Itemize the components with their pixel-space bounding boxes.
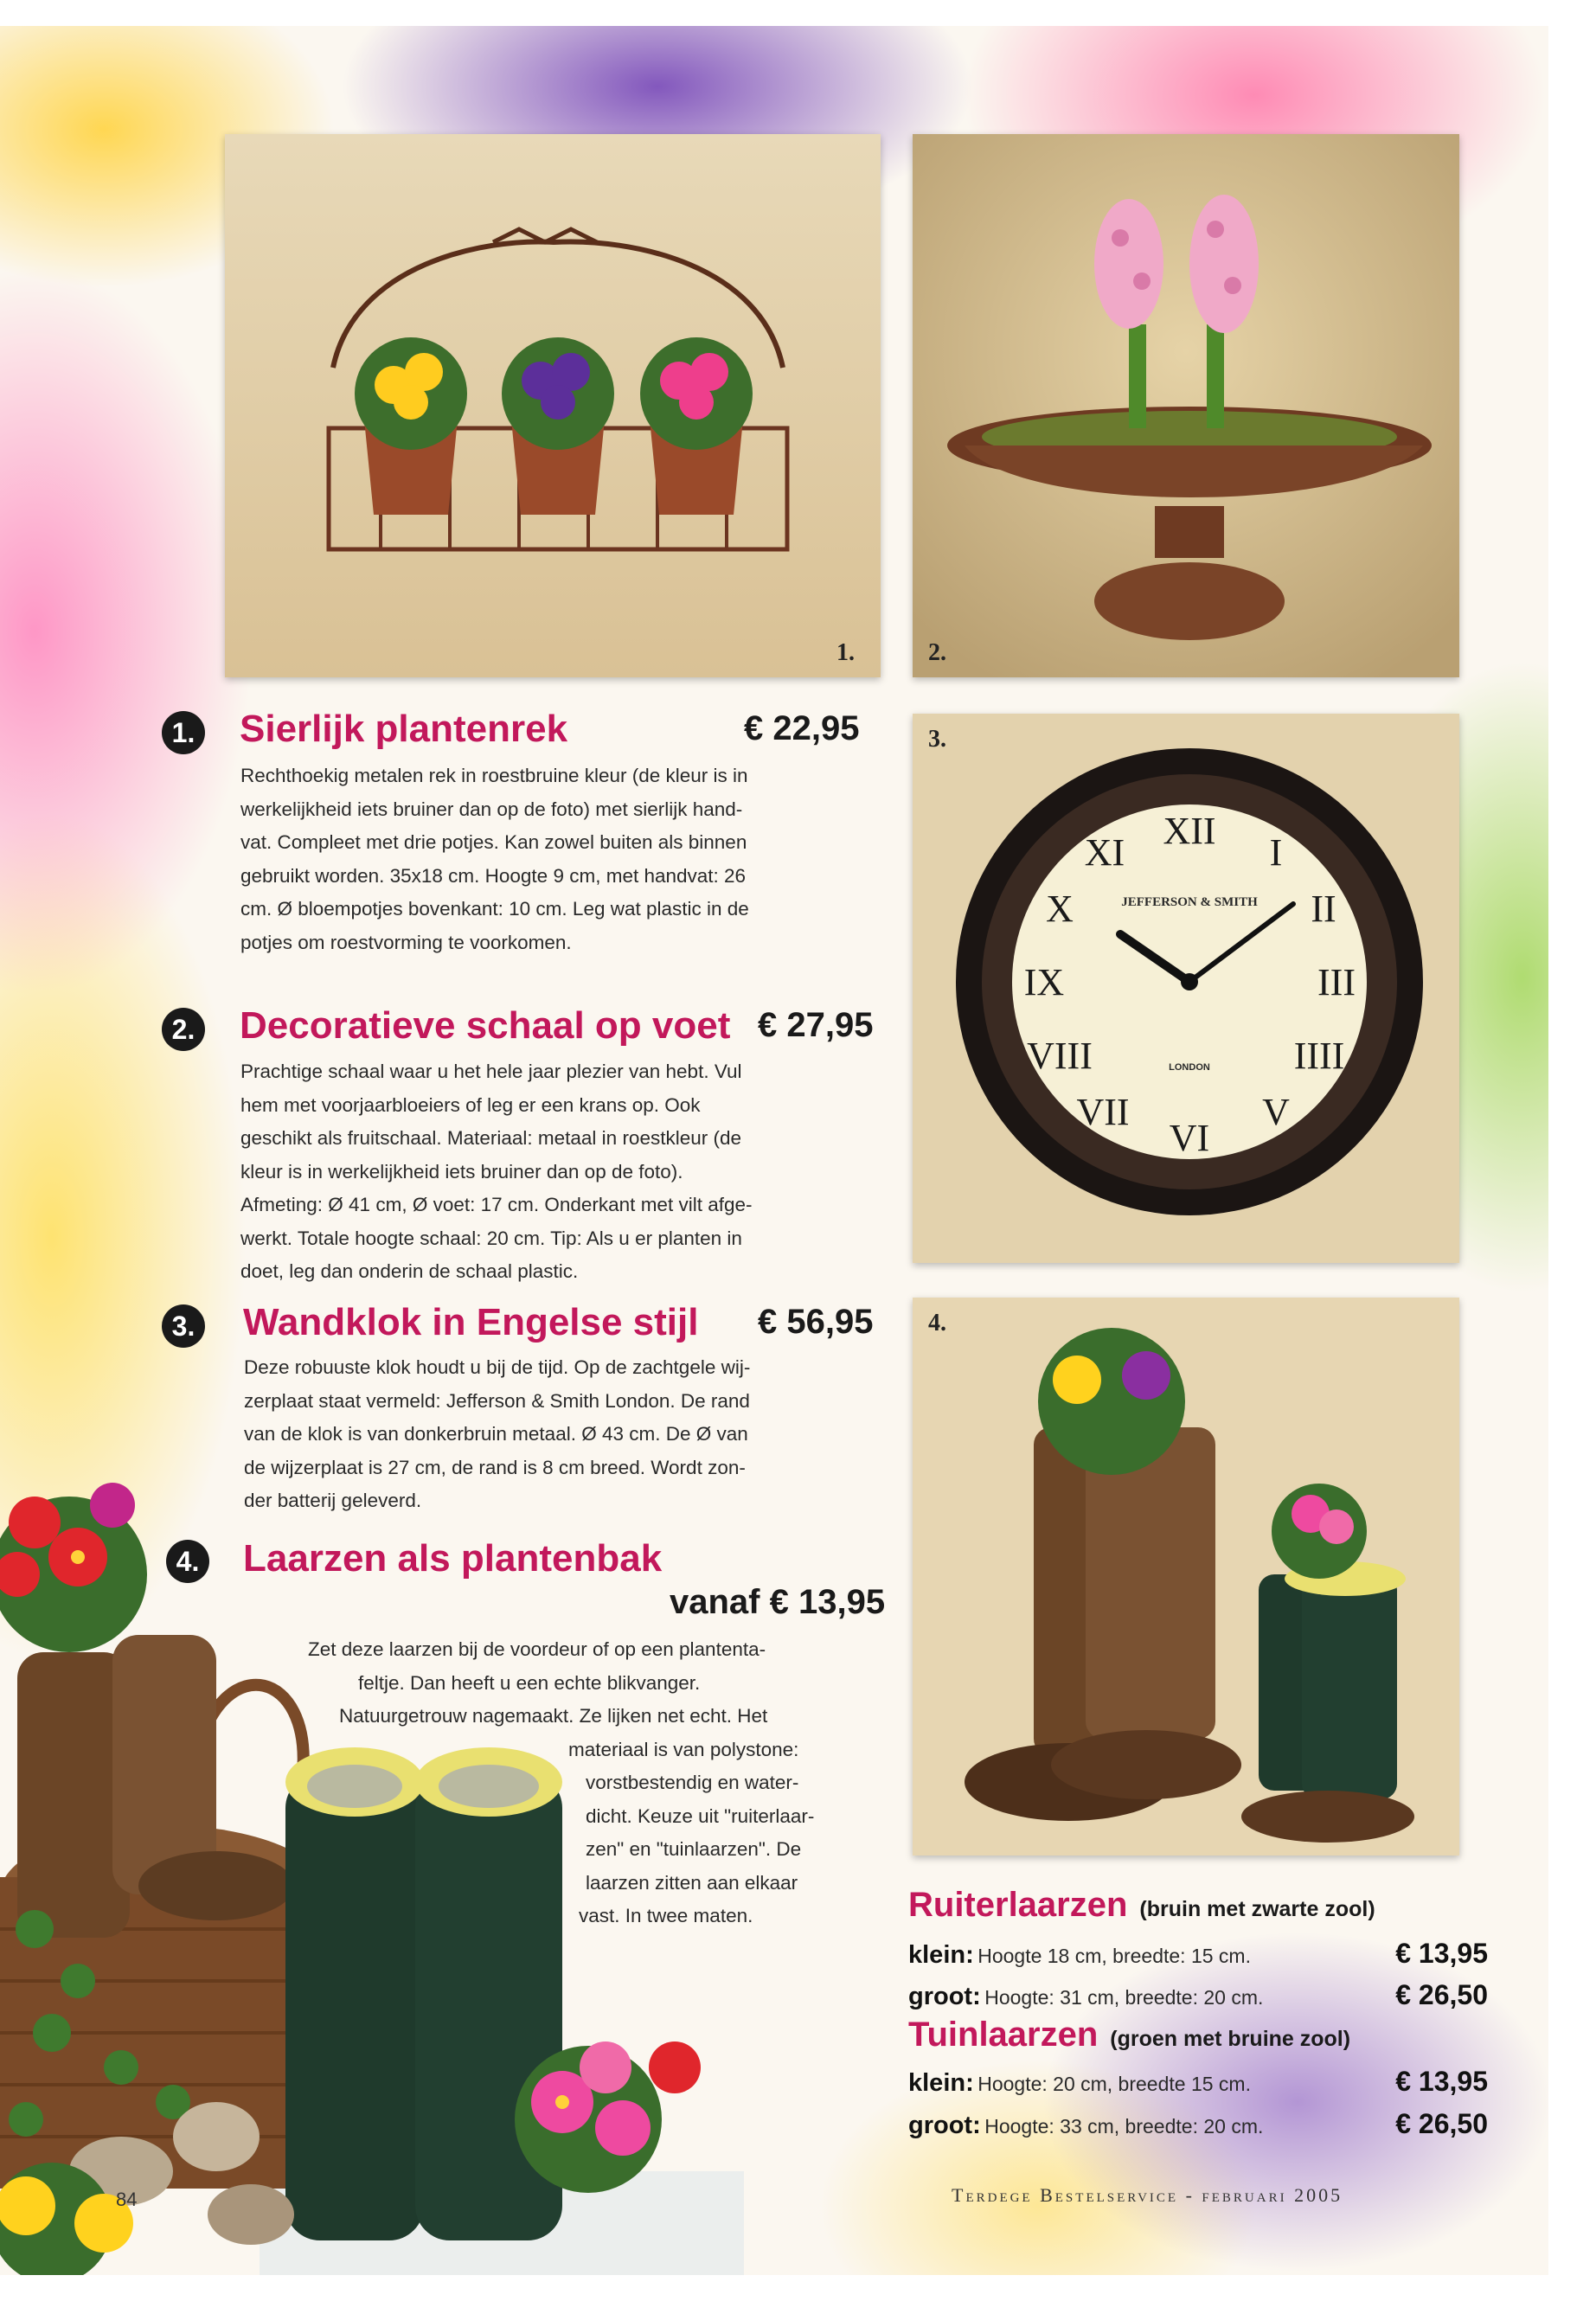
size-heading-ruiterlaarzen — [908, 1886, 1375, 1925]
size-row — [908, 1979, 1488, 2011]
photo-plant-rack — [225, 134, 881, 677]
product-1-description — [240, 760, 881, 959]
description-line: werkt. Totale hoogte schaal: 20 cm. Tip: Als u er planten in — [240, 1227, 742, 1249]
description-line: feltje. Dan heeft u een echte blikvanger. — [358, 1671, 701, 1694]
svg-text:VII: VII — [1076, 1091, 1130, 1133]
description-line: vorstbestendig en water- — [586, 1772, 799, 1793]
footer-text: Terdege Bestelservice - februari 2005 — [952, 2184, 1343, 2206]
photo-number-4: 4. — [928, 1310, 946, 1336]
product-3-price: € 56,95 — [758, 1303, 874, 1341]
clock-brand: JEFFERSON & SMITH — [1121, 895, 1258, 909]
description-line: zen" en "tuinlaarzen". De — [586, 1838, 802, 1860]
svg-text:X: X — [1046, 888, 1074, 930]
svg-text:XII: XII — [1163, 810, 1216, 852]
svg-text:IIII: IIII — [1293, 1035, 1345, 1077]
product-4-title: Laarzen als plantenbak — [243, 1537, 663, 1580]
product-3-badge: 3. — [162, 1304, 205, 1348]
description-line: Afmeting: Ø 41 cm, Ø voet: 17 cm. Onderkant met vilt afge- — [240, 1194, 753, 1215]
size-dimensions: Hoogte: 31 cm, breedte: 20 cm. — [984, 1986, 1264, 2009]
size-row — [908, 1938, 1488, 1970]
description-line: gebruikt worden. 35x18 cm. Hoogte 9 cm, met handvat: 26 — [240, 864, 747, 887]
size-label: klein: — [908, 1941, 974, 1969]
description-line: potjes om roestvorming te voorkomen. — [240, 931, 572, 953]
size-row — [908, 2066, 1488, 2098]
size-label: groot: — [908, 1983, 981, 2010]
description-line: werkelijkheid iets bruiner dan op de foto) met sierlijk hand- — [240, 798, 743, 820]
description-line: vast. In twee maten. — [579, 1905, 753, 1926]
product-1-price: € 22,95 — [744, 709, 860, 747]
product-1-title: Sierlijk plantenrek — [240, 708, 568, 750]
size-dimensions: Hoogte 18 cm, breedte: 15 cm. — [977, 1945, 1251, 1967]
description-line: kleur is in werkelijkheid iets bruiner dan op de foto). — [240, 1160, 683, 1183]
description-line: vat. Compleet met drie potjes. Kan zowel buiten als binnen — [240, 831, 747, 853]
size-row — [908, 2108, 1488, 2140]
description-line: Prachtige schaal waar u het hele jaar plezier van hebt. Vul — [240, 1061, 742, 1082]
svg-text:V: V — [1262, 1091, 1290, 1133]
svg-text:XI: XI — [1084, 831, 1125, 874]
description-line: Natuurgetrouw nagemaakt. Ze lijken net echt. Het — [339, 1705, 768, 1727]
size-price: € 26,50 — [1395, 1979, 1488, 2010]
product-3-title: Wandklok in Engelse stijl — [243, 1301, 699, 1343]
description-line: materiaal is van polystone: — [568, 1738, 799, 1760]
size-dimensions: Hoogte: 20 cm, breedte 15 cm. — [977, 2073, 1251, 2095]
product-2-badge: 2. — [162, 1008, 205, 1051]
description-line: Rechthoekig metalen rek in roestbruine kleur (de kleur is in — [240, 765, 748, 786]
description-line: der batterij geleverd. — [244, 1490, 422, 1511]
description-line: zerplaat staat vermeld: Jefferson & Smith London. De rand — [244, 1389, 750, 1412]
size-subtitle: (groen met bruine zool) — [1110, 2027, 1351, 2051]
description-line: hem met voorjaarbloeiers of leg er een krans op. Ook — [240, 1093, 701, 1116]
size-heading-tuinlaarzen — [908, 2016, 1350, 2054]
product-2-title: Decoratieve schaal op voet — [240, 1004, 731, 1047]
catalog-page — [0, 26, 1548, 2275]
svg-text:I: I — [1269, 831, 1283, 874]
size-dimensions: Hoogte: 33 cm, breedte: 20 cm. — [984, 2115, 1264, 2138]
photo-number-2: 2. — [928, 639, 946, 666]
page-number: 84 — [116, 2189, 138, 2210]
product-4-description — [0, 1633, 874, 1933]
svg-text:II: II — [1311, 888, 1336, 930]
description-line: Deze robuuste klok houdt u bij de tijd. Op de zachtgele wij- — [244, 1356, 751, 1378]
photo-wall-clock — [913, 714, 1459, 1263]
photo-boots — [913, 1298, 1459, 1856]
photo-number-1: 1. — [836, 639, 855, 666]
clock-city: LONDON — [1169, 1062, 1210, 1073]
size-label: klein: — [908, 2069, 974, 2097]
product-1-badge: 1. — [162, 711, 205, 754]
size-price: € 13,95 — [1395, 2066, 1488, 2097]
description-line: van de klok is van donkerbruin metaal. Ø 43 cm. De Ø van — [244, 1423, 748, 1445]
size-price: € 13,95 — [1395, 1938, 1488, 1969]
size-label: groot: — [908, 2112, 981, 2139]
size-title: Tuinlaarzen — [908, 2016, 1099, 2054]
size-subtitle: (bruin met zwarte zool) — [1139, 1897, 1375, 1921]
description-line: dicht. Keuze uit "ruiterlaar- — [586, 1804, 815, 1827]
description-line: laarzen zitten aan elkaar — [586, 1871, 798, 1894]
description-line: cm. Ø bloempotjes bovenkant: 10 cm. Leg wat plastic in de — [240, 898, 749, 920]
description-line: de wijzerplaat is 27 cm, de rand is 8 cm breed. Wordt zon- — [244, 1456, 746, 1478]
description-line: doet, leg dan onderin de schaal plastic. — [240, 1260, 579, 1282]
product-3-description — [244, 1351, 884, 1518]
size-title: Ruiterlaarzen — [908, 1886, 1128, 1924]
svg-text:VI: VI — [1169, 1117, 1210, 1159]
photo-footed-bowl — [913, 134, 1459, 677]
product-2-price: € 27,95 — [758, 1006, 874, 1044]
product-4-badge: 4. — [166, 1540, 209, 1583]
product-2-description — [240, 1055, 881, 1289]
product-4-price: vanaf € 13,95 — [670, 1583, 886, 1621]
description-line: Zet deze laarzen bij de voordeur of op een plantenta- — [308, 1638, 766, 1660]
svg-text:VIII: VIII — [1027, 1035, 1093, 1077]
photo-number-3: 3. — [928, 726, 946, 753]
size-price: € 26,50 — [1395, 2108, 1488, 2139]
description-line: geschikt als fruitschaal. Materiaal: metaal in roestkleur (de — [240, 1127, 742, 1149]
svg-text:IX: IX — [1023, 961, 1065, 1003]
svg-text:III: III — [1317, 961, 1356, 1003]
